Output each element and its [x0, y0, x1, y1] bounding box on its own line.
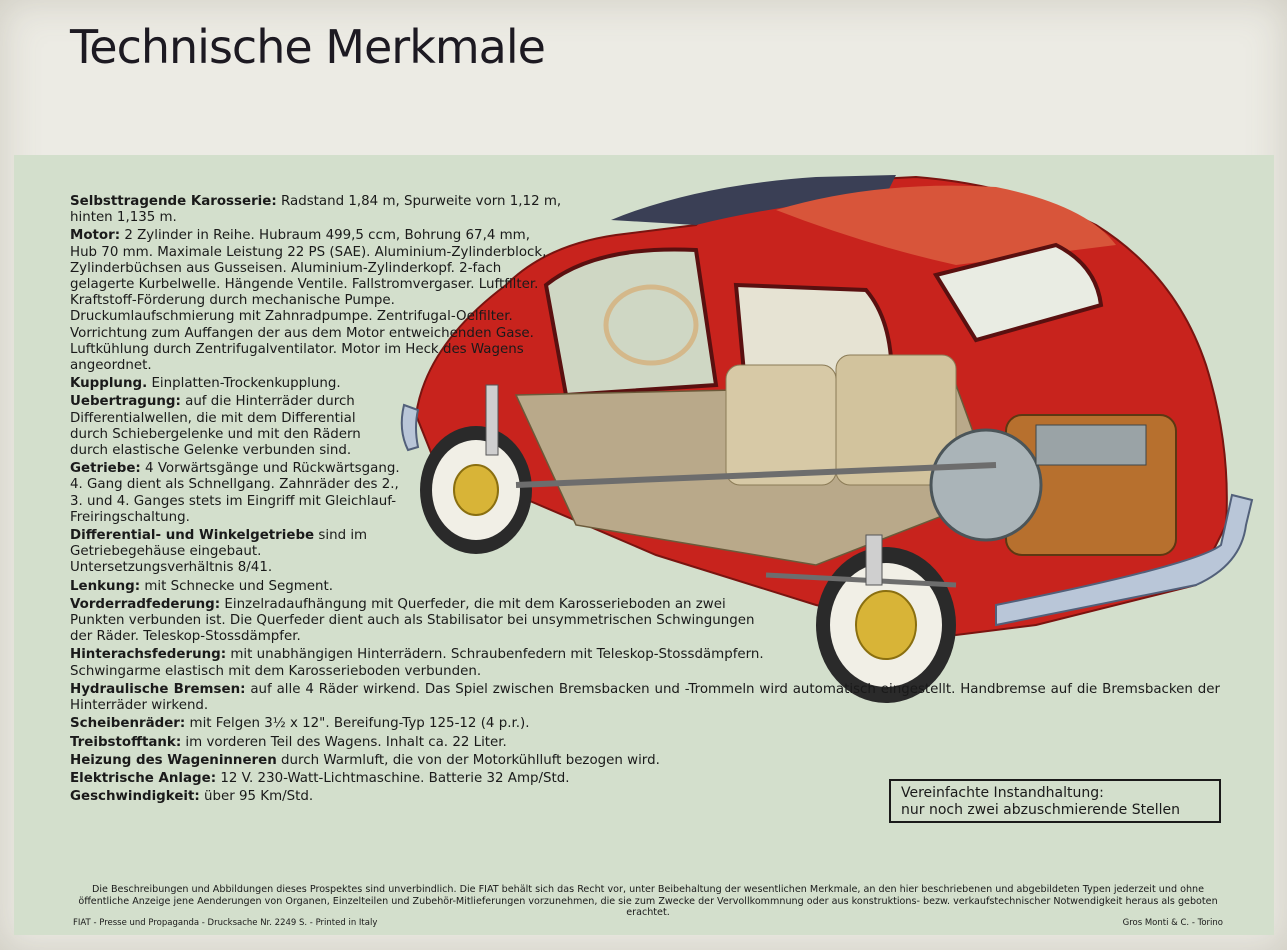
spec-electrical: [70, 771, 770, 787]
spec-label: Vorderradfederung:: [70, 596, 221, 612]
footer-printer-info: FIAT - Presse und Propaganda - Drucksache Nr. 2249 S. - Printed in Italy: [73, 918, 378, 928]
spec-label: Geschwindigkeit:: [70, 789, 200, 805]
spec-text: Einzelradaufhängung mit Querfeder, die mit dem Karosserieboden an zwei Punkten verbunden ist. Die Querfeder dient auch als Stabilisator bei unsymmetrischen Schwingungen der Räder. Teleskop-Stossdämpfer.: [70, 596, 755, 645]
spec-label: Getriebe:: [70, 461, 141, 477]
spec-steering: [70, 579, 580, 595]
spec-label: Motor:: [70, 228, 121, 244]
spec-brakes: [70, 682, 1220, 714]
spec-text: über 95 Km/Std.: [199, 789, 314, 805]
spec-label: Treibstofftank:: [70, 734, 182, 750]
spec-text: Einplatten-Trockenkupplung.: [147, 376, 341, 392]
spec-text: mit unabhängigen Hinterrädern. Schraubenfedern mit Teleskop-Stossdämpfern. Schwingarme elastisch mit dem Karosserieboden verbunden.: [70, 647, 764, 679]
disclaimer-text: Die Beschreibungen und Abbildungen dieses Prospektes sind unverbindlich. Die FIAT behält sich das Recht vor, unter Beibehaltung der wesentlichen Merkmale, an den hier beschriebenen und abgebildeten Typen jederzeit und ohne öffentliche Anzeige jene Aenderungen von Organen, Einzelteilen und Zubehör-Mitlieferungen vorzunehmen, die sie zum Zwecke der Vervollkommnung oder aus konstruktions- bezw. verkaufstechnischer Notwendigkeit heraus als geboten erachtet.: [78, 884, 1218, 918]
spec-label: Heizung des Wageninneren: [70, 752, 277, 768]
spec-label: Uebertragung:: [70, 394, 181, 410]
spec-text: auf die Hinterräder durch Differentialwellen, die mit dem Differential durch Schiebergelenke und mit den Rädern durch elastische Gelenke verbunden sind.: [70, 394, 361, 459]
spec-transmission: [70, 394, 390, 459]
seat-front: [726, 365, 836, 485]
spec-body: [70, 194, 580, 226]
spec-text: auf alle 4 Räder wirkend. Das Spiel zwischen Bremsbacken und -Trommeln wird automatisch eingestellt. Handbremse auf die Bremsbacken der Hinterräder wirkend.: [70, 681, 1220, 714]
maintenance-line-2: nur noch zwei abzuschmierende Stellen: [901, 802, 1180, 818]
spec-label: Kupplung.: [70, 376, 148, 392]
spec-label: Hydraulische Bremsen:: [70, 681, 246, 697]
page-title: Technische Merkmale: [70, 20, 545, 74]
cooling-fan: [931, 430, 1041, 540]
spec-heating: [70, 753, 770, 769]
spec-engine: [70, 228, 550, 374]
spec-speed: [70, 789, 770, 805]
rear-shock-absorber: [866, 535, 882, 585]
spec-fuel-tank: [70, 735, 770, 751]
spec-wheels: [70, 716, 770, 732]
footer-publisher: Gros Monti & C. - Torino: [1122, 918, 1223, 928]
spec-text: durch Warmluft, die von der Motorkühlluft bezogen wird.: [276, 752, 660, 768]
spec-text: mit Schnecke und Segment.: [140, 578, 334, 594]
spec-label: Elektrische Anlage:: [70, 770, 217, 786]
spec-text: 12 V. 230-Watt-Lichtmaschine. Batterie 32 Amp/Std.: [216, 770, 570, 786]
spec-front-suspension: [70, 597, 770, 646]
rear-wheel: [816, 547, 956, 703]
maintenance-box: [889, 779, 1221, 823]
spec-label: Hinterachsfederung:: [70, 647, 227, 663]
spec-text: 2 Zylinder in Reihe. Hubraum 499,5 ccm, Bohrung 67,4 mm, Hub 70 mm. Maximale Leistung 22 PS (SAE). Aluminium-Zylinderblock, Zylinderbüchsen aus Gusseisen. Aluminium-Zylinderkopf. 2-fach gelagerte Kurbelwelle. Hängende Ventile. Fallstromvergaser. Luftfilter. Kraftstoff-Förderung durch mechanische Pumpe. Druckumlaufschmierung mit Zahnradpumpe. Zentrifugal-Oelfilter. Vorrichtung zum Auffangen der aus dem Motor entweichenden Gase. Luftkühlung durch Zentrifugalventilator. Motor im Heck des Wagens angeordnet.: [70, 228, 547, 374]
spec-text: sind im Getriebegehäuse eingebaut. Untersetzungsverhältnis 8/41.: [70, 528, 368, 576]
spec-gearbox: [70, 461, 415, 526]
spec-label: Scheibenräder:: [70, 716, 186, 732]
spec-label: Selbsttragende Karosserie:: [70, 194, 277, 209]
spec-text: mit Felgen 3½ x 12". Bereifung-Typ 125-12 (4 p.r.).: [185, 716, 530, 732]
spec-label: Lenkung:: [70, 578, 141, 594]
spec-differential: [70, 528, 415, 577]
spec-label: Differential- und Winkelgetriebe: [70, 528, 315, 544]
cylinder-head: [1036, 425, 1146, 465]
maintenance-line-1: Vereinfachte Instandhaltung:: [901, 785, 1104, 801]
spec-clutch: [70, 376, 580, 392]
spec-text: Radstand 1,84 m, Spurweite vorn 1,12 m, hinten 1,135 m.: [70, 194, 562, 226]
spec-text: im vorderen Teil des Wagens. Inhalt ca. 22 Liter.: [181, 734, 507, 750]
spec-rear-suspension: [70, 647, 770, 679]
spec-text: 4 Vorwärtsgänge und Rückwärtsgang. 4. Gang dient als Schnellgang. Zahnräder des 2., 3. und 4. Ganges stets im Eingriff mit Gleichlauf-Freiringschaltung.: [70, 461, 400, 525]
